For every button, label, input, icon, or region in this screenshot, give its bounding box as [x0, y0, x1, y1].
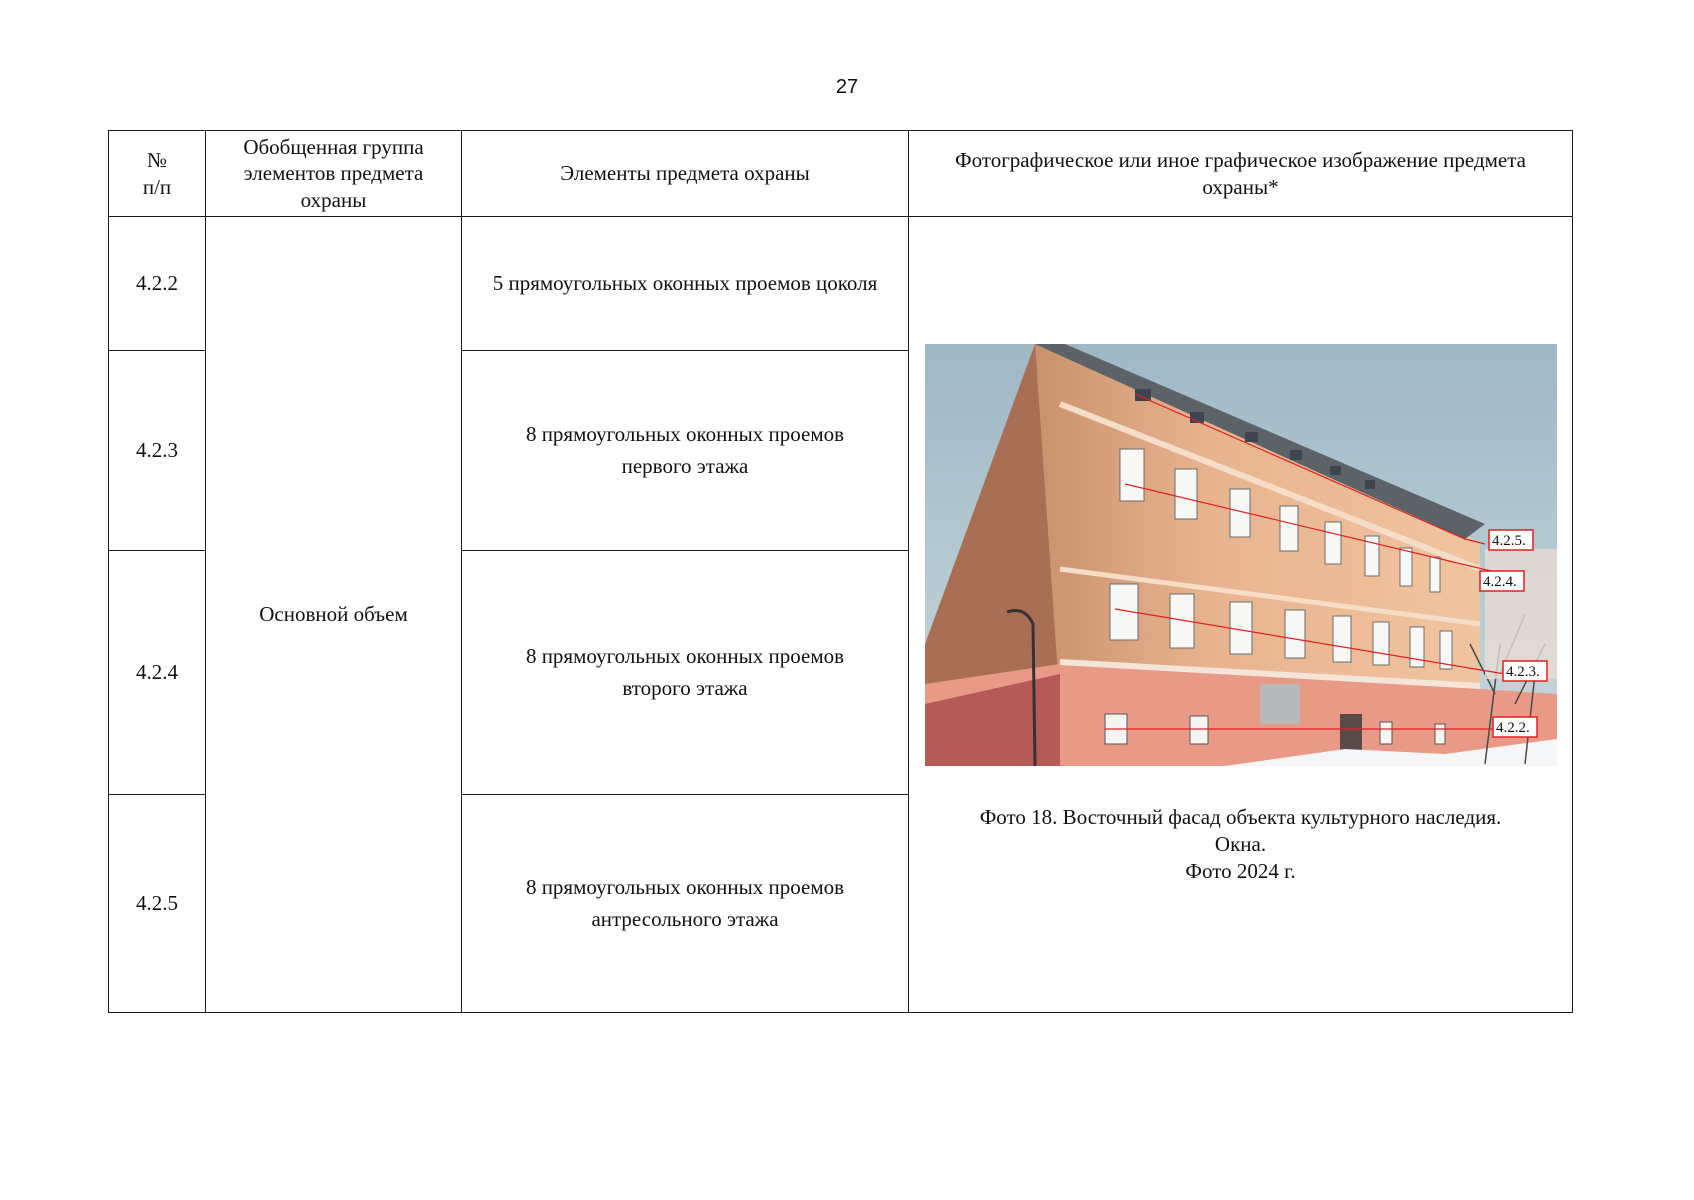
caption-line-3: Фото 2024 г.	[1185, 859, 1296, 884]
row-element: 5 прямоугольных оконных проемов цоколя	[462, 217, 909, 351]
group-cell: Основной объем	[206, 217, 462, 1013]
row-num: 4.2.5	[109, 795, 206, 1013]
header-elements: Элементы предмета охраны	[462, 131, 909, 217]
row-num: 4.2.3	[109, 351, 206, 551]
row-element: 8 прямоугольных оконных проемов антресольного этажа	[462, 795, 909, 1013]
building-facade-photo	[925, 344, 1557, 766]
row-num: 4.2.4	[109, 551, 206, 795]
table-row	[109, 217, 1573, 351]
row-element: 8 прямоугольных оконных проемов второго этажа	[462, 551, 909, 795]
photo-label-423: 4.2.3.	[1505, 663, 1540, 680]
header-group: Обобщенная группа элементов предмета охраны	[206, 131, 462, 217]
photo-label-425: 4.2.5.	[1491, 532, 1526, 549]
photo-cell	[909, 217, 1573, 1013]
row-num: 4.2.2	[109, 217, 206, 351]
row-element: 8 прямоугольных оконных проемов первого этажа	[462, 351, 909, 551]
header-image: Фотографическое или иное графическое изображение предмета охраны*	[909, 131, 1573, 217]
photo-label-424: 4.2.4.	[1482, 573, 1517, 590]
header-num: № п/п	[109, 131, 206, 217]
photo-caption	[919, 804, 1562, 886]
protection-elements-table	[108, 130, 1573, 1013]
caption-line-1: Фото 18. Восточный фасад объекта культурного наследия.	[979, 804, 1502, 829]
photo-label-422: 4.2.2.	[1495, 719, 1530, 736]
table-header-row	[109, 131, 1573, 217]
page-number: 27	[835, 76, 859, 98]
caption-line-2: Окна.	[1214, 831, 1267, 856]
